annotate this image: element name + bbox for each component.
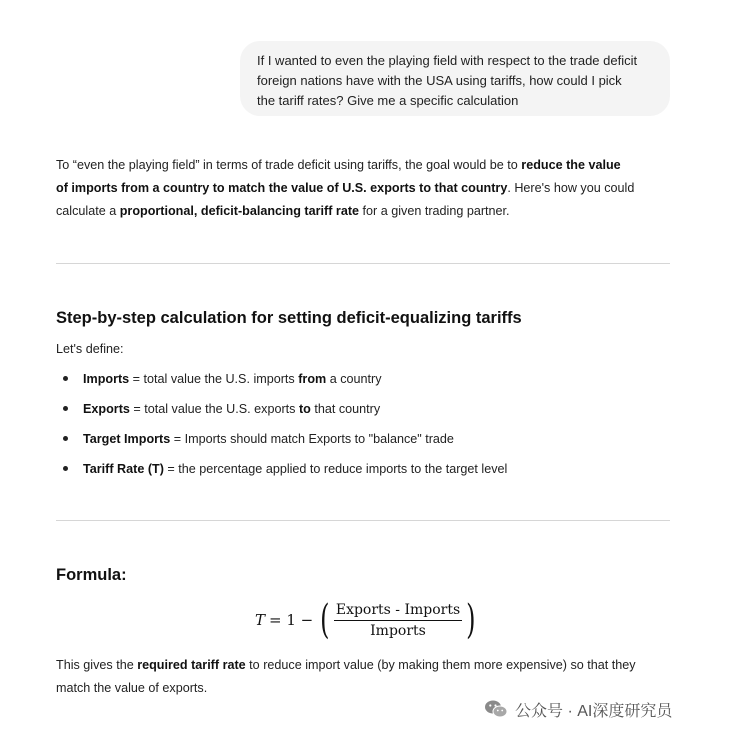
formula-equals: = 1 − — [269, 611, 314, 629]
intro-line — [56, 200, 676, 223]
watermark — [484, 697, 672, 721]
definition-text: = total value the U.S. exports — [129, 402, 299, 416]
intro-text: . Here's how you could — [507, 181, 635, 195]
intro-bold-text: of imports from a country to match the value of U.S. exports to that country — [56, 181, 508, 195]
watermark-text: 公众号 · AI深度研究员 — [515, 702, 673, 720]
definition-text: = Imports should match Exports to "balance" trade — [170, 432, 454, 446]
definition-text: that country — [310, 402, 381, 416]
definition-emphasis: to — [298, 402, 311, 416]
intro-text: calculate a — [56, 204, 120, 218]
definition-emphasis: from — [298, 372, 327, 386]
intro-line — [56, 154, 676, 177]
user-message-line: the tariff rates? Give me a specific calculation — [257, 93, 519, 108]
list-item — [56, 459, 507, 489]
explanation-text: This gives the — [56, 658, 138, 672]
definition-list — [56, 369, 507, 489]
explanation-line: match the value of exports. — [56, 681, 208, 695]
formula-lhs: T — [255, 611, 266, 629]
definition-text: = total value the U.S. imports — [129, 372, 299, 386]
section-divider — [56, 520, 670, 521]
definition-term: Tariff Rate (T) — [83, 462, 164, 476]
formula-explanation — [56, 654, 676, 700]
list-item — [56, 369, 507, 399]
list-item — [56, 429, 507, 459]
user-message-line: foreign nations have with the USA using tariffs, how could I pick — [257, 73, 622, 88]
assistant-intro-paragraph — [56, 154, 676, 223]
definition-term: Exports — [83, 402, 130, 416]
intro-bold-text: proportional, deficit-balancing tariff rate — [119, 204, 360, 218]
explanation-line — [56, 654, 676, 677]
explanation-bold-text: required tariff rate — [137, 658, 246, 672]
explanation-text: to reduce import value (by making them more expensive) so that they — [245, 658, 636, 672]
intro-bold-text: reduce the value — [521, 158, 621, 172]
definition-term: Target Imports — [83, 432, 171, 446]
section-heading-formula: Formula: — [56, 566, 127, 584]
definition-text: a country — [326, 372, 382, 386]
formula-denominator: Imports — [370, 622, 426, 639]
intro-text: To “even the playing field” in terms of trade deficit using tariffs, the goal would be to — [56, 158, 522, 172]
formula-numerator: Exports - Imports — [335, 601, 461, 618]
intro-text: for a given trading partner. — [359, 204, 510, 218]
intro-line — [56, 177, 676, 200]
definition-term: Imports — [83, 372, 130, 386]
definition-text: = the percentage applied to reduce imports to the target level — [163, 462, 508, 476]
user-message-line: If I wanted to even the playing field with respect to the trade deficit — [257, 53, 638, 68]
tariff-formula — [255, 598, 479, 642]
user-message-bubble — [240, 41, 670, 116]
wechat-icon — [484, 699, 508, 719]
section-heading-steps: Step-by-step calculation for setting deficit-equalizing tariffs — [56, 309, 522, 327]
formula-fraction — [334, 602, 462, 639]
left-paren: ( — [320, 597, 330, 643]
lets-define-text: Let's define: — [56, 342, 124, 356]
right-paren: ) — [466, 597, 476, 643]
section-divider — [56, 263, 670, 264]
list-item — [56, 399, 507, 429]
